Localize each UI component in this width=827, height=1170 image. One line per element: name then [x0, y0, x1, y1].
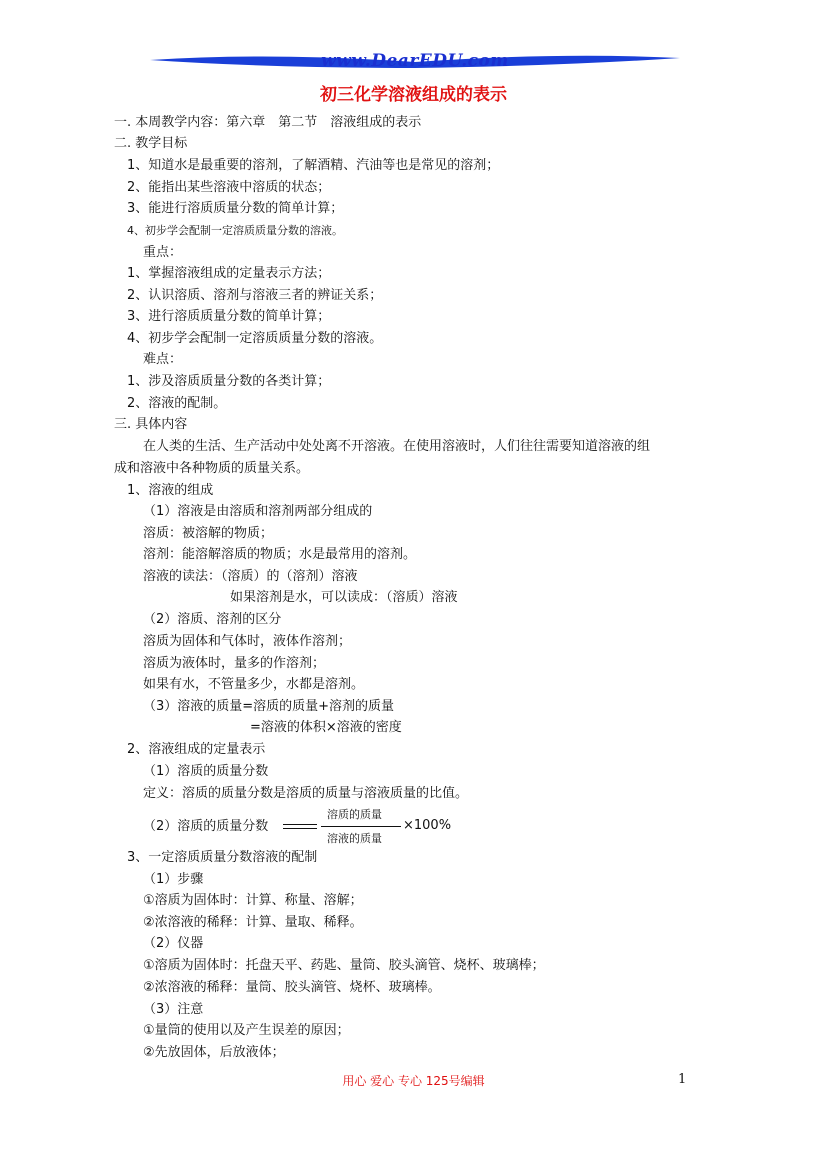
text-line: ②浓溶液的稀释：量筒、胶头滴管、烧杯、玻璃棒。 [143, 980, 441, 995]
text-line: 难点： [143, 352, 183, 367]
text-line: 二. 教学目标 [114, 136, 188, 151]
text-line: ①量筒的使用以及产生误差的原因； [143, 1023, 350, 1038]
text-line: （2）仪器 [143, 936, 204, 951]
text-line: 溶质为固体和气体时，液体作溶剂； [143, 634, 352, 649]
text-line: 1、知道水是最重要的溶剂，了解酒精、汽油等也是常见的溶剂； [127, 158, 500, 173]
mass-fraction-formula [283, 806, 463, 846]
text-line: 定义：溶质的质量分数是溶质的质量与溶液质量的比值。 [143, 786, 469, 801]
text-line: （1）溶质的质量分数 [143, 764, 269, 779]
text-line: ①溶质为固体时：托盘天平、药匙、量筒、胶头滴管、烧杯、玻璃棒； [143, 958, 545, 973]
text-line: 三. 具体内容 [114, 417, 188, 432]
text-line: 3、进行溶质质量分数的简单计算； [127, 309, 331, 324]
text-line: 1、掌握溶液组成的定量表示方法； [127, 266, 331, 281]
text-line: 2、溶液的配制。 [127, 396, 227, 411]
text-line: 4、初步学会配制一定溶质质量分数的溶液。 [127, 331, 383, 346]
text-line: 溶质为液体时，量多的作溶剂； [143, 656, 326, 671]
text-line: （3）注意 [143, 1002, 204, 1017]
text-line: 2、能指出某些溶液中溶质的状态； [127, 180, 331, 195]
text-line: 如果有水，不管量多少，水都是溶剂。 [143, 677, 365, 692]
site-banner [150, 46, 680, 82]
text-line: ②浓溶液的稀释：计算、量取、稀释。 [143, 915, 363, 930]
text-line: 3、能进行溶质质量分数的简单计算； [127, 201, 344, 216]
text-line: （3）溶液的质量=溶质的质量+溶剂的质量 [143, 699, 395, 714]
text-line: （1）溶液是由溶质和溶剂两部分组成的 [143, 504, 373, 519]
equals-sign [283, 824, 317, 825]
page-number: 1 [678, 1072, 687, 1087]
text-line: 2、认识溶质、溶剂与溶液三者的辨证关系； [127, 288, 383, 303]
text-line: =溶液的体积×溶液的密度 [250, 720, 402, 735]
text-line: 溶剂：能溶解溶质的物质；水是最常用的溶剂。 [143, 547, 417, 562]
text-line: 重点： [143, 245, 183, 260]
text-line: （1）步骤 [143, 872, 204, 887]
equals-sign [283, 828, 317, 829]
text-line: 溶质：被溶解的物质； [143, 526, 274, 541]
text-line: 1、溶液的组成 [127, 483, 214, 498]
footer-text: 用心 爱心 专心 125号编辑 [342, 1074, 485, 1088]
formula-suffix: ×100% [403, 818, 452, 833]
text-line: （2）溶质、溶剂的区分 [143, 612, 282, 627]
formula-denominator: 溶液的质量 [327, 832, 382, 845]
text-line: 如果溶剂是水，可以读成：（溶质）溶液 [230, 590, 458, 605]
text-line: 一. 本周教学内容：第六章 第二节 溶液组成的表示 [114, 115, 422, 130]
text-line: 溶液的读法：（溶质）的（溶剂）溶液 [143, 569, 358, 584]
text-line: 1、涉及溶质质量分数的各类计算； [127, 374, 331, 389]
text-line: 2、溶液组成的定量表示 [127, 742, 266, 757]
page-title: 初三化学溶液组成的表示 [320, 85, 507, 105]
text-line: 成和溶液中各种物质的质量关系。 [114, 461, 310, 476]
text-line: 3、一定溶质质量分数溶液的配制 [127, 850, 318, 865]
fraction-bar [321, 826, 401, 827]
text-line: （2）溶质的质量分数 [143, 819, 269, 834]
text-line: 4、初步学会配制一定溶质质量分数的溶液。 [127, 224, 343, 237]
text-line: ①溶质为固体时：计算、称量、溶解； [143, 893, 363, 908]
text-line: 在人类的生活、生产活动中处处离不开溶液。在使用溶液时，人们往往需要知道溶液的组 [143, 439, 651, 454]
site-url[interactable]: www.DearEDU.com [321, 51, 509, 71]
text-line: ②先放固体，后放液体； [143, 1045, 285, 1060]
formula-numerator: 溶质的质量 [327, 808, 382, 821]
